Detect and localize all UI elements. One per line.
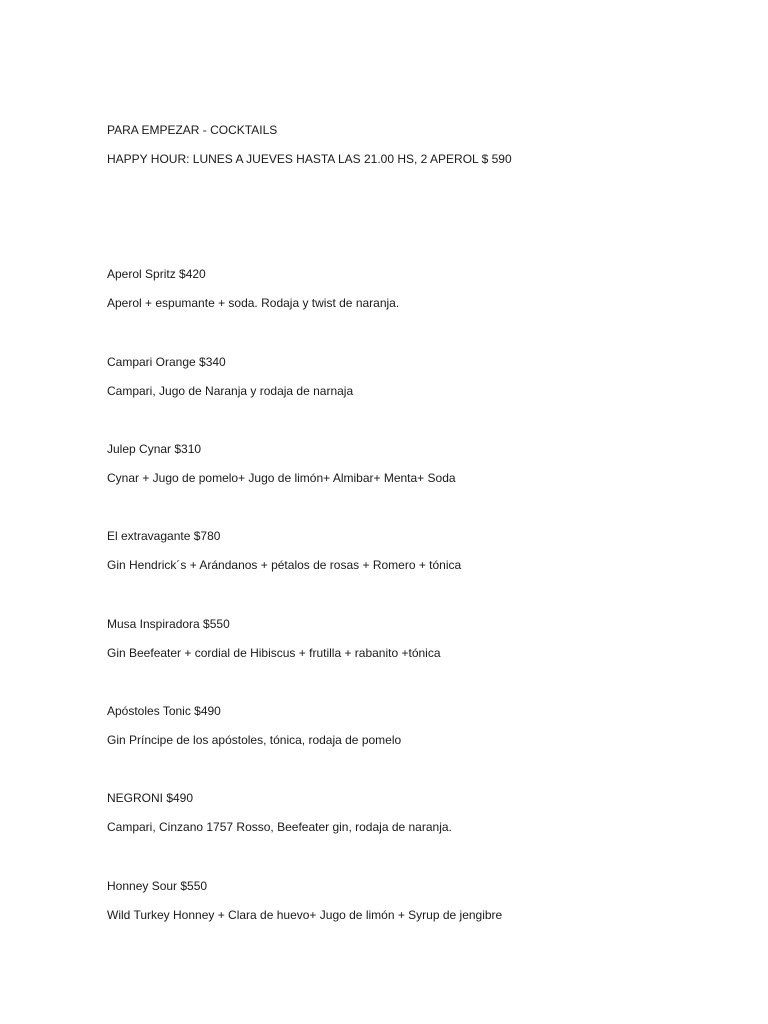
cocktail-name: NEGRONI $490: [107, 791, 194, 805]
cocktail-description: Campari, Cinzano 1757 Rosso, Beefeater gin, rodaja de naranja.: [107, 820, 452, 834]
cocktail-description: Gin Príncipe de los apóstoles, tónica, rodaja de pomelo: [107, 733, 402, 747]
cocktail-name: Julep Cynar $310: [107, 442, 202, 456]
cocktail-description: Aperol + espumante + soda. Rodaja y twist de naranja.: [107, 296, 400, 310]
cocktail-name: Musa Inspiradora $550: [107, 617, 230, 631]
cocktail-description: Campari, Jugo de Naranja y rodaja de narnaja: [107, 384, 354, 398]
cocktail-name: Aperol Spritz $420: [107, 267, 206, 281]
cocktail-description: Cynar + Jugo de pomelo+ Jugo de limón+ Almibar+ Menta+ Soda: [107, 471, 456, 485]
cocktail-description: Wild Turkey Honney + Clara de huevo+ Jugo de limón + Syrup de jengibre: [107, 908, 503, 922]
cocktail-name: Honney Sour $550: [107, 879, 208, 893]
cocktail-name: El extravagante $780: [107, 529, 221, 543]
happy-hour-note: HAPPY HOUR: LUNES A JUEVES HASTA LAS 21.00 HS, 2 APEROL $ 590: [107, 152, 512, 166]
cocktail-description: Gin Hendrick´s + Arándanos + pétalos de rosas + Romero + tónica: [107, 558, 462, 572]
cocktail-name: Apóstoles Tonic $490: [107, 704, 221, 718]
cocktail-name: Campari Orange $340: [107, 355, 226, 369]
menu-section-title: PARA EMPEZAR - COCKTAILS: [107, 123, 278, 137]
cocktail-description: Gin Beefeater + cordial de Hibiscus + frutilla + rabanito +tónica: [107, 646, 441, 660]
